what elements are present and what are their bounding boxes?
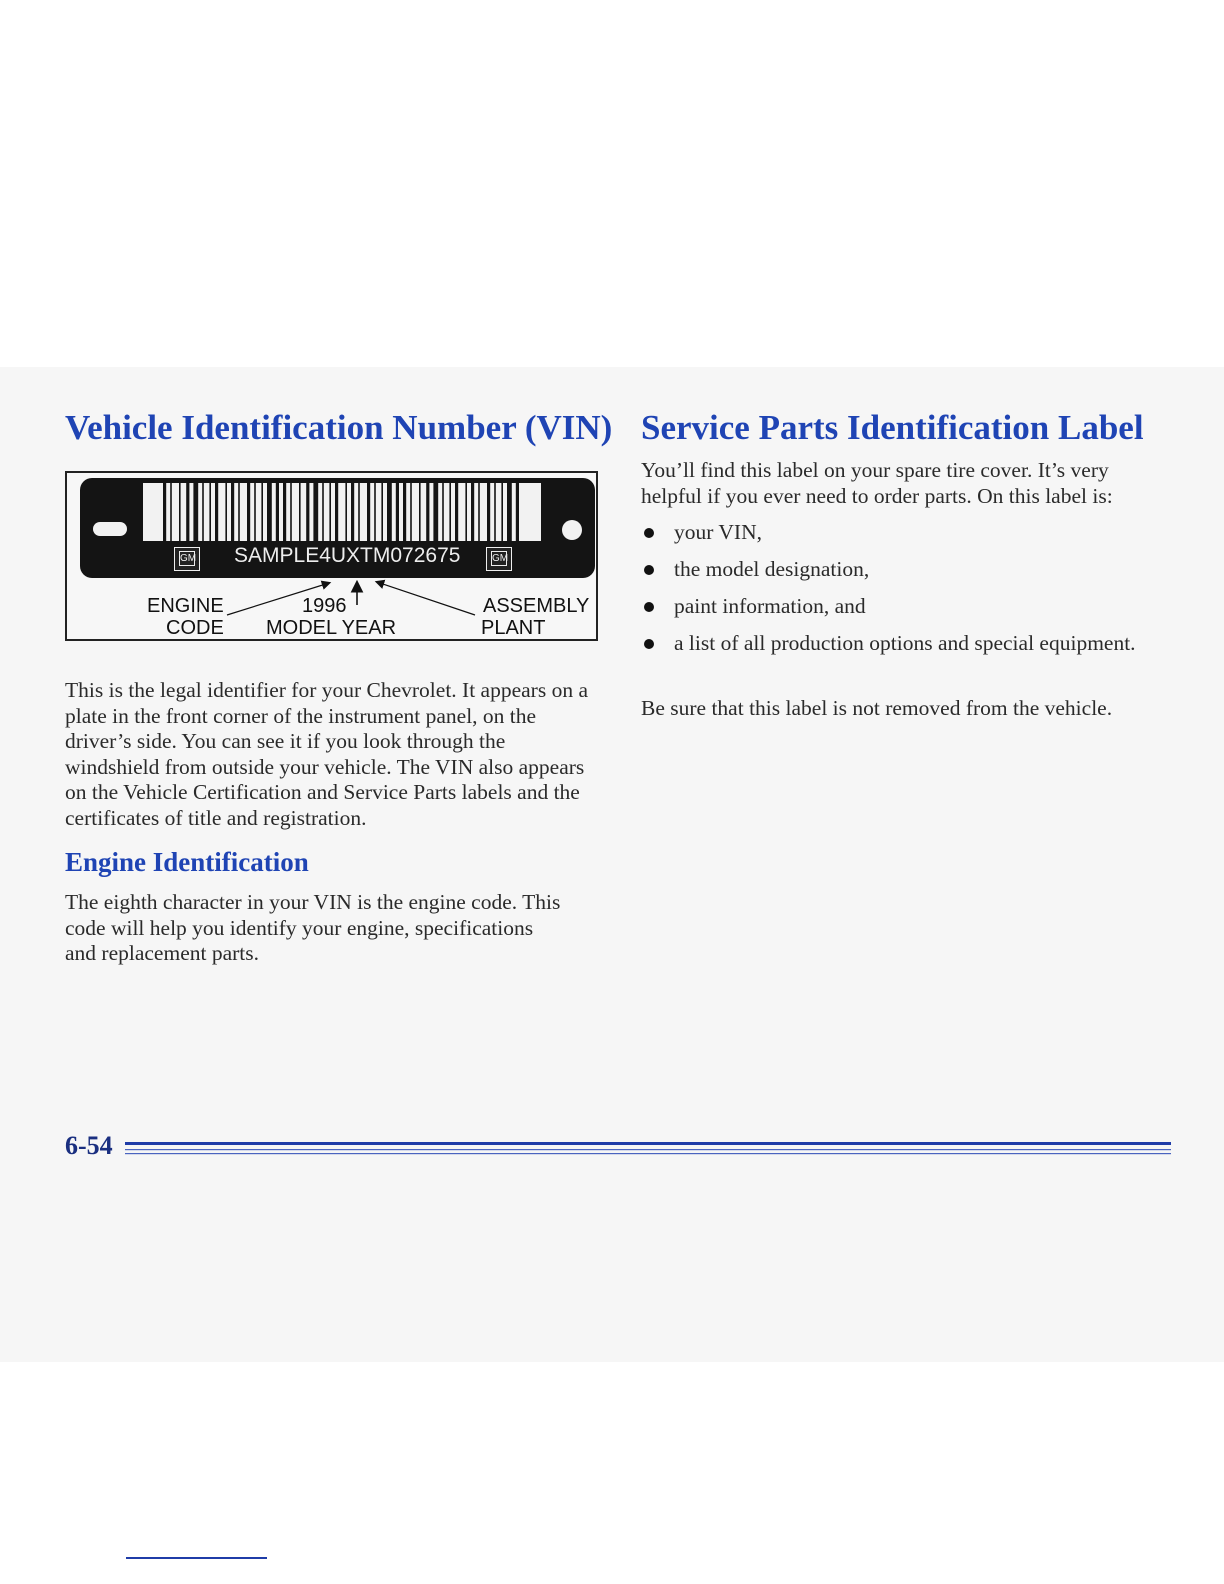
vin-heading: Vehicle Identification Number (VIN) (65, 408, 613, 447)
gm-logo-right: GM (486, 547, 512, 571)
list-item: your VIN, (641, 520, 1161, 546)
service-parts-intro: You’ll find this label on your spare tire cover. It’s very helpful if you ever need to order parts. On this label is: (641, 458, 1113, 508)
gm-logo-left: GM (174, 547, 200, 571)
list-item: paint information, and (641, 594, 1161, 620)
bullet-icon (644, 639, 654, 649)
bottom-rule (126, 1557, 267, 1559)
engine-code-label-line2: CODE (166, 617, 224, 639)
vin-paragraph: This is the legal identifier for your Chevrolet. It appears on a plate in the front corner of the instrument panel, on the driver’s side. You can see it if you look through the windshield from outside your vehicle. The VIN also appears on the Vehicle Certification and Service Parts labels and the certificates of title and registration. (65, 678, 589, 830)
list-item: the model designation, (641, 557, 1161, 583)
assembly-plant-label-line2: PLANT (481, 617, 546, 639)
bullet-icon (644, 528, 654, 538)
engine-identification-paragraph: The eighth character in your VIN is the engine code. This code will help you identify your engine, specifications and replacement parts. (65, 890, 561, 966)
footer-rule (125, 1138, 1173, 1158)
vin-plate-figure (65, 471, 598, 641)
list-item: a list of all production options and special equipment. (641, 631, 1161, 657)
engine-code-label-line1: ENGINE (147, 595, 224, 617)
bullet-icon (644, 602, 654, 612)
engine-identification-heading: Engine Identification (65, 847, 309, 877)
service-parts-heading: Service Parts Identification Label (641, 408, 1144, 447)
bullet-icon (644, 565, 654, 575)
vin-number: SAMPLE4UXTM072675 (234, 544, 461, 567)
assembly-plant-label-line1: ASSEMBLY (483, 595, 590, 617)
service-parts-bullet-list (641, 520, 1161, 668)
service-parts-outro: Be sure that this label is not removed from the vehicle. (641, 696, 1113, 720)
model-year-label: MODEL YEAR (266, 617, 397, 639)
model-year-value: 1996 (302, 595, 347, 617)
page-number: 6-54 (65, 1131, 113, 1160)
